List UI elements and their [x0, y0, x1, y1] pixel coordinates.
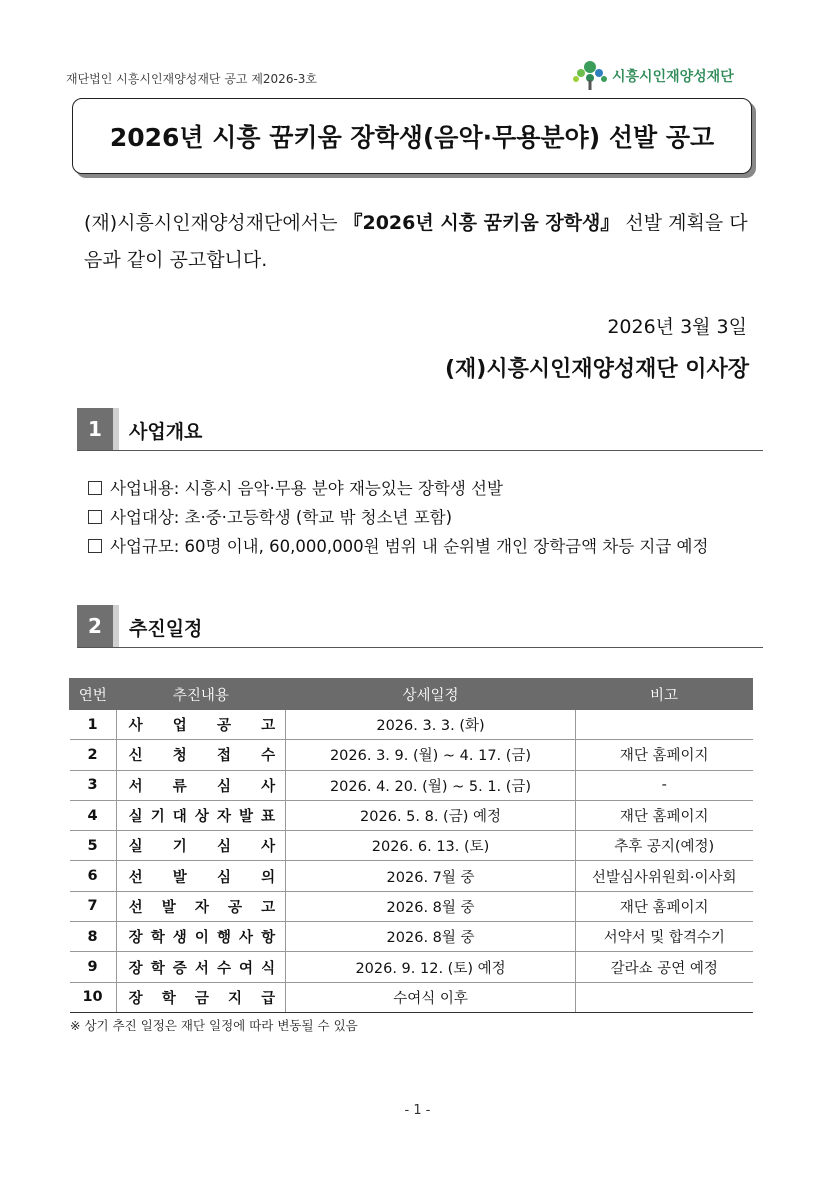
table-row — [70, 831, 753, 861]
schedule-table — [69, 678, 753, 1013]
section-title: 추진일정 — [129, 618, 203, 640]
section-bar — [113, 605, 119, 647]
row-date: 2026. 9. 12. (토) 예정 — [286, 952, 576, 982]
row-task-text: 실 기 심 사 — [128, 839, 276, 856]
intro-paragraph — [84, 205, 754, 279]
intro-text-2: 선발 계획을 다음과 같이 공고합니다. — [84, 212, 748, 271]
list-item-text: 사업내용: 시흥시 음악·무용 분야 재능있는 장학생 선발 — [110, 479, 503, 498]
intro-bold-program: 『2026년 시흥 꿈키움 장학생』 — [343, 212, 620, 234]
row-task-text: 장 학 생 이 행 사 항 — [128, 930, 276, 947]
checkbox-icon — [88, 510, 102, 524]
row-date: 2026. 3. 9. (월) ~ 4. 17. (금) — [286, 740, 576, 770]
announcement-date: 2026년 3월 3일 — [607, 316, 747, 338]
section-bar — [113, 408, 119, 450]
row-task — [116, 891, 285, 921]
row-date: 2026. 3. 3. (화) — [286, 710, 576, 740]
table-row — [70, 800, 753, 830]
row-task-text: 신 청 접 수 — [128, 748, 276, 765]
row-number: 5 — [70, 831, 117, 861]
row-date: 2026. 4. 20. (월) ~ 5. 1. (금) — [286, 770, 576, 800]
row-note — [575, 710, 752, 740]
row-task-text: 장 학 금 지 급 — [128, 990, 276, 1007]
list-item — [88, 503, 708, 532]
row-date: 2026. 8월 중 — [286, 922, 576, 952]
checkbox-icon — [88, 481, 102, 495]
row-task — [116, 952, 285, 982]
checkbox-icon — [88, 539, 102, 553]
page-title: 2026년 시흥 꿈키움 장학생(음악·무용분야) 선발 공고 — [109, 123, 715, 152]
section-number: 1 — [77, 408, 113, 450]
intro-text-1: (재)시흥시인재양성재단에서는 — [84, 212, 344, 234]
row-note: 재단 홈페이지 — [575, 800, 752, 830]
row-task — [116, 982, 285, 1012]
row-task-text: 장 학 증 서 수 여 식 — [128, 960, 276, 977]
row-number: 10 — [70, 982, 117, 1012]
footnote: ※ 상기 추진 일정은 재단 일정에 따라 변동될 수 있음 — [70, 1018, 358, 1033]
row-task — [116, 800, 285, 830]
list-item — [88, 532, 708, 561]
row-task-text: 선 발 심 의 — [128, 869, 276, 886]
row-number: 1 — [70, 710, 117, 740]
row-task — [116, 710, 285, 740]
row-note: 갈라쇼 공연 예정 — [575, 952, 752, 982]
row-note: 추후 공지(예정) — [575, 831, 752, 861]
list-item — [88, 474, 708, 503]
row-number: 6 — [70, 861, 117, 891]
table-row — [70, 922, 753, 952]
row-number: 2 — [70, 740, 117, 770]
section-heading-overview — [77, 408, 763, 451]
row-task — [116, 922, 285, 952]
tree-logo-icon — [570, 58, 610, 92]
document-number: 재단법인 시흥시인재양성재단 공고 제2026-3호 — [66, 72, 318, 86]
row-date: 2026. 8월 중 — [286, 891, 576, 921]
table-row — [70, 982, 753, 1012]
row-task — [116, 831, 285, 861]
row-date: 수여식 이후 — [286, 982, 576, 1012]
issuer: (재)시흥시인재양성재단 이사장 — [444, 357, 749, 382]
header-date: 상세일정 — [286, 679, 576, 710]
row-task — [116, 740, 285, 770]
table-row — [70, 952, 753, 982]
row-number: 9 — [70, 952, 117, 982]
row-number: 3 — [70, 770, 117, 800]
table-row — [70, 861, 753, 891]
header-no: 연번 — [70, 679, 117, 710]
row-task-text: 선 발 자 공 고 — [128, 899, 276, 916]
table-row — [70, 891, 753, 921]
row-number: 8 — [70, 922, 117, 952]
row-note: 서약서 및 합격수기 — [575, 922, 752, 952]
overview-list — [88, 474, 708, 561]
list-item-text: 사업대상: 초·중·고등학생 (학교 밖 청소년 포함) — [110, 508, 453, 527]
row-task-text: 사 업 공 고 — [128, 718, 276, 735]
row-number: 7 — [70, 891, 117, 921]
table-row — [70, 740, 753, 770]
row-task — [116, 861, 285, 891]
schedule-body — [70, 710, 753, 1013]
row-note: - — [575, 770, 752, 800]
row-note: 선발심사위원회·이사회 — [575, 861, 752, 891]
table-row — [70, 710, 753, 740]
row-date: 2026. 6. 13. (토) — [286, 831, 576, 861]
header-task: 추진내용 — [116, 679, 285, 710]
section-title: 사업개요 — [129, 421, 203, 443]
page-number: - 1 - — [404, 1103, 431, 1118]
row-note: 재단 홈페이지 — [575, 891, 752, 921]
table-row — [70, 770, 753, 800]
section-number: 2 — [77, 605, 113, 647]
title-box — [72, 98, 752, 174]
row-note — [575, 982, 752, 1012]
row-number: 4 — [70, 800, 117, 830]
row-date: 2026. 7월 중 — [286, 861, 576, 891]
row-note: 재단 홈페이지 — [575, 740, 752, 770]
row-task-text: 서 류 심 사 — [128, 778, 276, 795]
list-item-text: 사업규모: 60명 이내, 60,000,000원 범위 내 순위별 개인 장학금액 차등 지급 예정 — [110, 537, 709, 556]
section-heading-schedule — [77, 605, 763, 648]
logo-text: 시흥시인재양성재단 — [612, 69, 734, 85]
foundation-logo — [570, 58, 770, 92]
table-header-row — [70, 679, 753, 710]
row-task-text: 실 기 대 상 자 발 표 — [128, 809, 276, 826]
row-date: 2026. 5. 8. (금) 예정 — [286, 800, 576, 830]
row-task — [116, 770, 285, 800]
header-note: 비고 — [575, 679, 752, 710]
